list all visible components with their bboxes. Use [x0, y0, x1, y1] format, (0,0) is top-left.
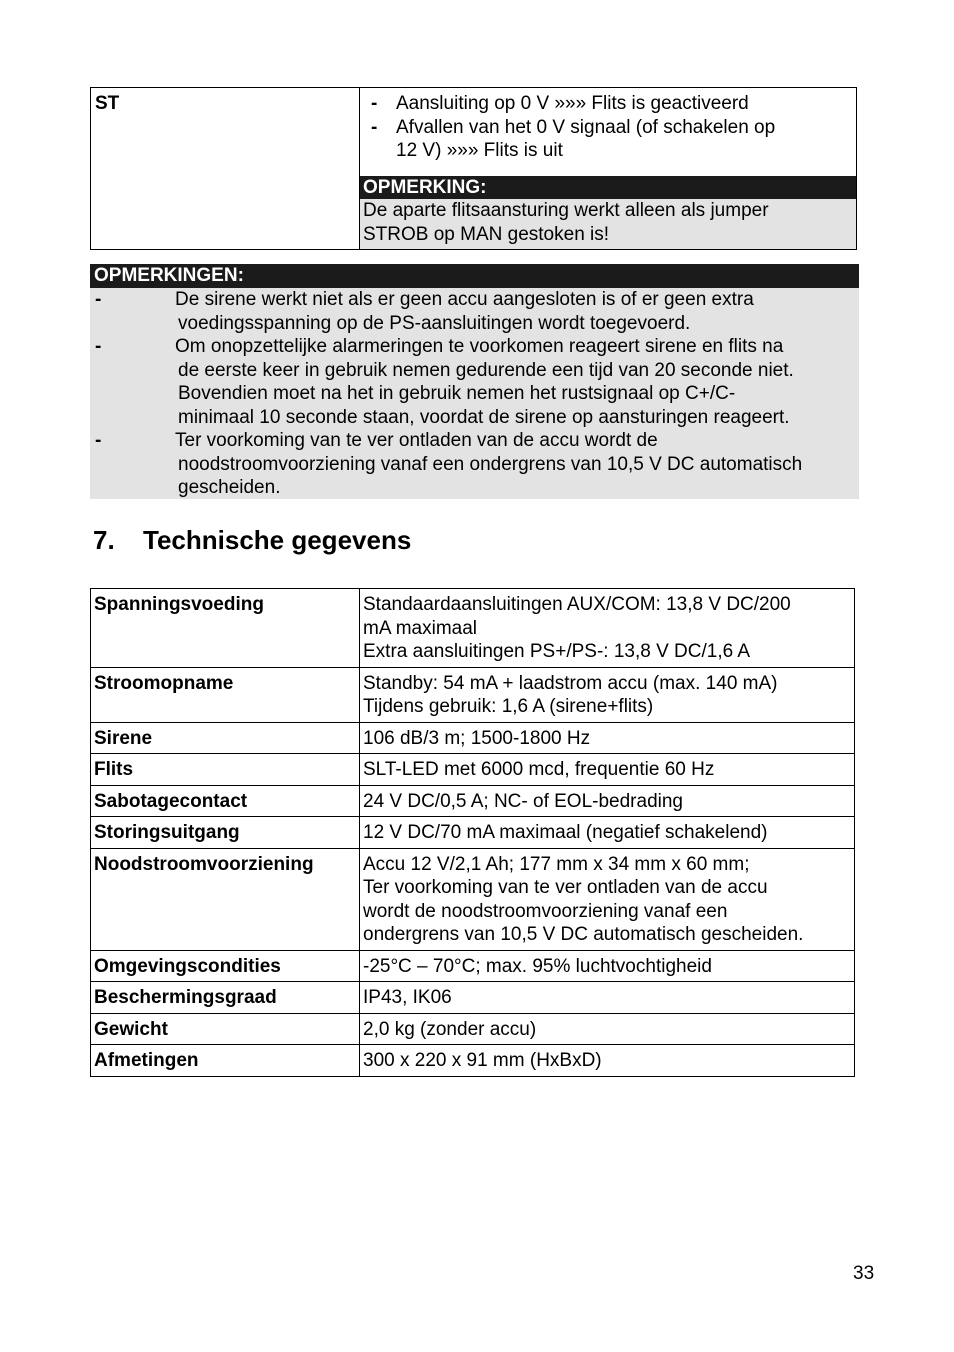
spec-value: SLT-LED met 6000 mcd, frequentie 60 Hz [360, 754, 855, 786]
table-row [91, 667, 855, 722]
spec-key: Flits [91, 754, 360, 786]
st-description-cell [360, 88, 856, 249]
table-row [91, 848, 855, 950]
spec-key: Afmetingen [91, 1045, 360, 1077]
table-row [91, 589, 855, 668]
spec-value: 300 x 220 x 91 mm (HxBxD) [360, 1045, 855, 1077]
table-row [91, 982, 855, 1014]
st-label-cell [91, 88, 360, 249]
st-label: ST [95, 93, 120, 114]
table-row [91, 785, 855, 817]
table-row [91, 722, 855, 754]
notes-header: OPMERKINGEN: [90, 264, 859, 288]
spec-key: Beschermingsgraad [91, 982, 360, 1014]
table-row [91, 950, 855, 982]
spec-value: Standaardaansluitingen AUX/COM: 13,8 V DC/200 mA maximaal Extra aansluitingen PS+/PS-: 13,8 V DC/1,6 A [360, 589, 855, 668]
spec-value: Standby: 54 mA + laadstrom accu (max. 140 mA) Tijdens gebruik: 1,6 A (sirene+flits) [360, 667, 855, 722]
table-row [91, 1045, 855, 1077]
spec-key: Sirene [91, 722, 360, 754]
st-bullet-list [360, 92, 856, 163]
section-title: Technische gegevens [143, 525, 412, 555]
st-note-body: De aparte flitsaansturing werkt alleen als jumper STROB op MAN gestoken is! [360, 199, 856, 249]
st-note-header: OPMERKING: [360, 176, 856, 199]
list-item: - Ter voorkoming van te ver ontladen van de accu wordt de noodstroomvoorziening vanaf een ondergrens van 10,5 V DC automatisch gescheiden. [95, 430, 803, 498]
notes-box [90, 264, 859, 499]
list-item: - De sirene werkt niet als er geen accu aangesloten is of er geen extra voedingsspanning op de PS-aansluitingen wordt toegevoerd. [95, 289, 754, 334]
notes-list [90, 288, 859, 500]
spec-value: 106 dB/3 m; 1500-1800 Hz [360, 722, 855, 754]
spec-value: 2,0 kg (zonder accu) [360, 1013, 855, 1045]
spec-key: Sabotagecontact [91, 785, 360, 817]
spec-key: Noodstroomvoorziening [91, 848, 360, 950]
spec-value: -25°C – 70°C; max. 95% luchtvochtigheid [360, 950, 855, 982]
section-number: 7. [93, 525, 115, 555]
spec-value: 12 V DC/70 mA maximaal (negatief schakelend) [360, 817, 855, 849]
spec-key: Storingsuitgang [91, 817, 360, 849]
spec-key: Gewicht [91, 1013, 360, 1045]
list-item: - Aansluiting op 0 V »»» Flits is geactiveerd [371, 93, 749, 114]
technical-data-body [91, 589, 855, 1077]
spec-key: Spanningsvoeding [91, 589, 360, 668]
table-row [91, 1013, 855, 1045]
spec-value: 24 V DC/0,5 A; NC- of EOL-bedrading [360, 785, 855, 817]
page-number: 33 [853, 1263, 875, 1284]
spec-key: Stroomopname [91, 667, 360, 722]
spec-key: Omgevingscondities [91, 950, 360, 982]
technical-data-table [90, 588, 855, 1077]
table-row [91, 754, 855, 786]
spec-value: IP43, IK06 [360, 982, 855, 1014]
st-table [90, 87, 857, 250]
table-row [91, 817, 855, 849]
section-heading [93, 525, 411, 556]
list-item: - Afvallen van het 0 V signaal (of schakelen op 12 V) »»» Flits is uit [371, 116, 776, 161]
spec-value: Accu 12 V/2,1 Ah; 177 mm x 34 mm x 60 mm; Ter voorkoming van te ver ontladen van de accu wordt de noodstroomvoorziening vanaf een ondergrens van 10,5 V DC automatisch gescheiden. [360, 848, 855, 950]
list-item: - Om onopzettelijke alarmeringen te voorkomen reageert sirene en flits na de eerste keer in gebruik nemen gedurende een tijd van 20 seconde niet. Bovendien moet na het in gebruik nemen het rustsignaal op C+/C- minimaal 10 seconde staan, voordat de sirene op aansturingen reageert. [95, 336, 794, 428]
